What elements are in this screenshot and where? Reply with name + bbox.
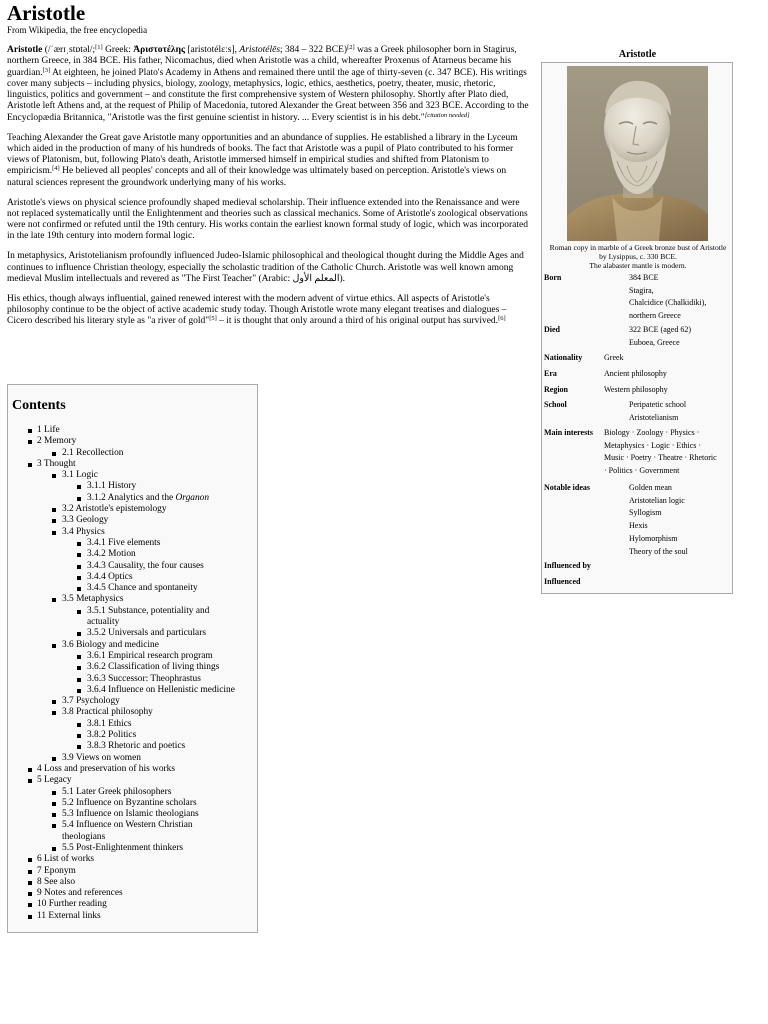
- citation-needed-link[interactable]: [citation needed]: [424, 111, 470, 119]
- bullet-icon: [28, 915, 32, 919]
- toc-item[interactable]: [8, 809, 257, 820]
- toc-item-label[interactable]: 3.1.2 Analytics and the Organon: [87, 492, 210, 503]
- idea-link[interactable]: Golden mean: [629, 483, 672, 492]
- toc-item-label[interactable]: 3 Thought: [37, 458, 76, 469]
- toc-item[interactable]: [8, 628, 257, 639]
- bullet-icon: [52, 711, 56, 715]
- toc-item[interactable]: [8, 549, 257, 560]
- toc-item[interactable]: [8, 696, 257, 707]
- paragraph: Aristotle's views on physical science profoundly shaped medieval scholarship. Their influence extended into the Renaissance and were not replaced systematically until the Enlightenment and theories such as classical mechanics. Some of Aristotle's zoological observations were not confirmed or refuted until the 19th century. His works contain the earliest known formal study of logic, which was incorporated in the late 19th century into modern formal logic.: [7, 197, 528, 242]
- ref-link[interactable]: [1]: [95, 44, 103, 51]
- paragraph: His ethics, though always influential, gained renewed interest with the modern advent of virtue ethics. All aspects of Aristotle's philosophy continue to be the object of active academic study today. Though Aristotle wrote many elegant treatises and dialogues – Cicero described his literary style as "a river of gold"[5] – it is thought that only around a third of his original output has survived.[6]: [7, 293, 507, 327]
- paragraph: Teaching Alexander the Great gave Aristotle many opportunities and an abundance of supplies. He established a library in the Lyceum which aided in the production of many of his hundreds of books. The fact that Aristotle was a pupil of Plato contributed to his former views of Platonism, but, following Plato's death, Aristotle immersed himself in empirical studies and shifted from Platonism to empiricism.[4] He believed all peoples' concepts and all of their knowledge was ultimately based on perception. Aristotle's views on natural sciences represent the groundwork underlying many of his works.: [7, 132, 518, 188]
- born-place-link[interactable]: Stagira,: [629, 285, 654, 295]
- toc-item-label[interactable]: 3.4 Physics: [62, 526, 105, 537]
- idea-link[interactable]: Hylomorphism: [629, 533, 678, 543]
- toc-item[interactable]: [8, 764, 257, 775]
- interest-links[interactable]: Music · Poetry · Theatre · Rhetoric: [604, 453, 717, 463]
- toc-item[interactable]: [8, 775, 257, 786]
- toc-item-label[interactable]: 3.4.2 Motion: [87, 549, 136, 560]
- toc-item-label[interactable]: 2 Memory: [37, 436, 77, 447]
- bullet-icon: [77, 689, 81, 693]
- born-label: Born: [544, 273, 562, 282]
- era-label: Era: [544, 369, 557, 378]
- toc-item-label[interactable]: 3.8 Practical philosophy: [62, 707, 153, 718]
- toc-item[interactable]: [8, 572, 257, 583]
- toc-item-label[interactable]: 3.8.2 Politics: [87, 730, 137, 741]
- toc-item[interactable]: [8, 583, 257, 594]
- bullet-icon: [52, 508, 56, 512]
- toc-item-label[interactable]: 3.4.3 Causality, the four causes: [87, 560, 204, 571]
- bullet-icon: [77, 655, 81, 659]
- bullet-icon: [77, 678, 81, 682]
- bullet-icon: [52, 474, 56, 478]
- nationality-label: Nationality: [544, 353, 583, 362]
- bullet-icon: [52, 791, 56, 795]
- main-interests-value: [604, 427, 717, 478]
- bullet-icon: [77, 723, 81, 727]
- bullet-icon: [28, 881, 32, 885]
- infobox: [541, 62, 733, 594]
- idea-link[interactable]: Theory of the soul: [629, 546, 688, 556]
- toc-item[interactable]: [8, 685, 257, 696]
- bullet-icon: [77, 632, 81, 636]
- born-value: 384 BCE Stagira, Chalcidice (Chalkidiki), northern Greece: [629, 273, 707, 321]
- page-title: Aristotle: [7, 1, 86, 25]
- toc-item-label[interactable]: 5.2 Influence on Byzantine scholars: [62, 797, 197, 808]
- toc-item-label[interactable]: 3.7 Psychology: [62, 696, 120, 707]
- toc-item-label[interactable]: 5.1 Later Greek philosophers: [62, 786, 172, 797]
- era-value[interactable]: Ancient philosophy: [604, 369, 667, 378]
- ref-link[interactable]: [5]: [209, 315, 217, 323]
- infobox-caption: Aristotle: [618, 49, 657, 60]
- toc-item[interactable]: [8, 481, 257, 492]
- toc-item[interactable]: [8, 843, 257, 854]
- nationality-value: Greek: [604, 353, 624, 362]
- toc-item[interactable]: [8, 538, 257, 549]
- toc-item-label[interactable]: 3.6 Biology and medicine: [62, 639, 159, 650]
- toc-item-label[interactable]: 5.5 Post-Enlightenment thinkers: [62, 842, 184, 853]
- bullet-icon: [28, 768, 32, 772]
- toc-item-label[interactable]: 6 List of works: [37, 854, 95, 865]
- bullet-icon: [77, 576, 81, 580]
- toc-item-label[interactable]: 3.6.4 Influence on Hellenistic medicine: [87, 684, 235, 695]
- bullet-icon: [77, 745, 81, 749]
- main-interests-label: Main interests: [544, 428, 593, 437]
- toc-item-label[interactable]: 3.8.1 Ethics: [87, 718, 132, 729]
- bullet-icon: [52, 519, 56, 523]
- bullet-icon: [77, 610, 81, 614]
- ref-link[interactable]: [6]: [498, 315, 506, 323]
- bullet-icon: [28, 440, 32, 444]
- toc-item[interactable]: [8, 911, 257, 922]
- toc-item-label[interactable]: 3.6.1 Empirical research program: [87, 650, 213, 661]
- toc-item[interactable]: [8, 707, 257, 718]
- bullet-icon: [77, 734, 81, 738]
- toc-item[interactable]: [8, 719, 257, 730]
- toc-item-label[interactable]: 5.3 Influence on Islamic theologians: [62, 809, 199, 820]
- bullet-icon: [77, 553, 81, 557]
- toc-item[interactable]: [8, 515, 257, 526]
- toc-item-label[interactable]: 3.3 Geology: [62, 515, 109, 526]
- toc-item[interactable]: [8, 787, 257, 798]
- toc-item[interactable]: [8, 504, 257, 515]
- bullet-icon: [77, 666, 81, 670]
- toc-item[interactable]: [8, 436, 257, 447]
- influenced-toggle[interactable]: Influenced: [544, 577, 581, 586]
- bullet-icon: [28, 858, 32, 862]
- aristotle-bust-image[interactable]: [567, 66, 708, 241]
- bullet-icon: [77, 587, 81, 591]
- ref-link[interactable]: [2]: [347, 44, 355, 51]
- bullet-icon: [52, 452, 56, 456]
- toc-item[interactable]: [8, 606, 257, 629]
- idea-link[interactable]: Hexis: [629, 521, 648, 531]
- toc-item-label[interactable]: 3.1 Logic: [62, 470, 98, 481]
- toc-item-label[interactable]: 3.5 Metaphysics: [62, 594, 124, 605]
- bullet-icon: [52, 644, 56, 648]
- paragraph: In metaphysics, Aristotelianism profoundly influenced Judeo-Islamic philosophical and theological thought during the Middle Ages and continues to influence Christian theology, especially the scholastic tradition of the Catholic Church. Aristotle was well known among medieval Muslim intellectuals and revered as "The First Teacher" (Arabic: المعلم الأول).: [7, 251, 524, 284]
- toc-item-label[interactable]: 3.4.5 Chance and spontaneity: [87, 583, 198, 594]
- bullet-icon: [52, 598, 56, 602]
- toc-item-label[interactable]: 3.9 Views on women: [62, 752, 141, 763]
- toc-item-label[interactable]: 3.6.3 Successor: Theophrastus: [87, 673, 201, 684]
- toc-item[interactable]: [8, 820, 257, 843]
- greek-name: Ἀριστοτέλης: [133, 45, 185, 55]
- region-value[interactable]: Western philosophy: [604, 385, 668, 394]
- toc-item-label[interactable]: 3.8.3 Rhetoric and poetics: [87, 741, 186, 752]
- article-body: [7, 45, 529, 336]
- bullet-icon: [77, 485, 81, 489]
- bullet-icon: [77, 565, 81, 569]
- toc-item-label[interactable]: 3.1.1 History: [87, 481, 137, 492]
- article-subject: Aristotle: [7, 45, 43, 55]
- bullet-icon: [52, 802, 56, 806]
- toc-item[interactable]: [8, 877, 257, 888]
- toc-item[interactable]: [8, 493, 257, 504]
- toc-item-label[interactable]: 8 See also: [37, 876, 76, 887]
- toc-item[interactable]: [8, 640, 257, 651]
- toc-item[interactable]: [8, 741, 257, 752]
- toc-item-label-continued[interactable]: theologians: [62, 831, 106, 842]
- toc-item-label[interactable]: 7 Eponym: [37, 865, 76, 876]
- region-label: Region: [544, 385, 568, 394]
- toc-item[interactable]: [8, 459, 257, 470]
- bullet-icon: [28, 779, 32, 783]
- toc-item[interactable]: [8, 662, 257, 673]
- idea-link[interactable]: Syllogism: [629, 508, 662, 518]
- bullet-icon: [52, 847, 56, 851]
- toc-item[interactable]: [8, 798, 257, 809]
- toc-item[interactable]: [8, 866, 257, 877]
- toc-item-label[interactable]: 3.2 Aristotle's epistemology: [62, 504, 167, 515]
- toc-item[interactable]: [8, 854, 257, 865]
- toc-item-label[interactable]: 3.4.4 Optics: [87, 571, 133, 582]
- toc-item[interactable]: [8, 888, 257, 899]
- toc-item-label-continued[interactable]: actuality: [87, 617, 120, 628]
- toc-item[interactable]: [8, 527, 257, 538]
- toc-item[interactable]: [8, 753, 257, 764]
- toc-item-label[interactable]: 3.5.2 Universals and particulars: [87, 628, 206, 639]
- bullet-icon: [28, 903, 32, 907]
- bullet-icon: [52, 813, 56, 817]
- bullet-icon: [77, 542, 81, 546]
- toc-item-label[interactable]: 4 Loss and preservation of his works: [37, 763, 175, 774]
- ref-link[interactable]: [4]: [52, 165, 60, 173]
- school-value: [629, 399, 686, 424]
- bullet-icon: [77, 497, 81, 501]
- influenced-by-toggle[interactable]: Influenced by: [544, 561, 591, 570]
- toc-title: Contents: [12, 398, 66, 413]
- toc-item[interactable]: [8, 730, 257, 741]
- toc-item[interactable]: [8, 448, 257, 459]
- table-of-contents: [7, 384, 258, 933]
- interest-links[interactable]: · Politics · Government: [604, 466, 680, 476]
- toc-item-label[interactable]: 2.1 Recollection: [62, 447, 124, 458]
- toc-list: [8, 425, 257, 922]
- page-subtitle: From Wikipedia, the free encyclopedia: [7, 25, 148, 35]
- bullet-icon: [28, 870, 32, 874]
- toc-item-label[interactable]: 10 Further reading: [37, 899, 107, 910]
- toc-item[interactable]: [8, 470, 257, 481]
- died-label: Died: [544, 325, 560, 334]
- died-place-link[interactable]: Euboea, Greece: [629, 337, 680, 347]
- image-caption: Roman copy in marble of a Greek bronze bust of Aristotle by Lysippus, c. 330 BCE. The alabaster mantle is modern.: [549, 243, 727, 270]
- toc-item[interactable]: [8, 651, 257, 662]
- idea-link[interactable]: Aristotelian logic: [629, 495, 685, 505]
- toc-item[interactable]: [8, 425, 257, 436]
- toc-item[interactable]: [8, 674, 257, 685]
- toc-item[interactable]: [8, 899, 257, 910]
- bullet-icon: [52, 531, 56, 535]
- born-region-link[interactable]: Chalcidice (Chalkidiki),: [629, 298, 707, 308]
- toc-item-label[interactable]: 3.4.1 Five elements: [87, 537, 161, 548]
- pronunciation: (/ˈærɪˌstɒtəl/;: [42, 45, 96, 55]
- bullet-icon: [28, 463, 32, 467]
- notable-ideas-label: Notable ideas: [544, 483, 590, 492]
- toc-item-label[interactable]: 9 Notes and references: [37, 888, 123, 899]
- toc-item-label[interactable]: 5 Legacy: [37, 775, 72, 786]
- bullet-icon: [28, 892, 32, 896]
- died-value: 322 BCE (aged 62) Euboea, Greece: [629, 324, 691, 349]
- toc-item[interactable]: [8, 561, 257, 572]
- school-link[interactable]: Peripatetic school: [629, 400, 687, 409]
- toc-item-label[interactable]: 5.4 Influence on Western Christian: [62, 820, 193, 831]
- ref-link[interactable]: [3]: [42, 66, 51, 74]
- notable-ideas-value: [629, 482, 688, 558]
- toc-item-label[interactable]: 11 External links: [37, 910, 101, 921]
- bullet-icon: [52, 757, 56, 761]
- intro-paragraph: Aristotle (/ˈærɪˌstɒtəl/;[1] Greek: Ἀριστοτέλης [aristotélɛːs], Aristotélēs; 384 – 322 BCE)[2] was a Greek philosopher born in Stagirus, northern Greece, in 384 BCE. His father, Nicomachus, died when Aristotle was a child, whereafter Proxenus of Atarneus became his guardian.[3] At eighteen, he joined Plato's Academy in Athens and remained there until the age of thirty-seven (c. 347 BCE). His writings cover many subjects – including physics, biology, zoology, metaphysics, logic, ethics, aesthetics, poetry, theater, music, rhetoric, linguistics, politics and government – and constitute the first comprehensive system of Western philosophy. Shortly after Plato died, Aristotle left Athens and, at the request of Philip of Macedonia, tutored Alexander the Great between 356 and 323 BCE. According to the Encyclopædia Britannica, "Aristotle was the first genuine scientist in history. ... Every scientist is in his debt."[citation needed]: [7, 44, 529, 123]
- school-link[interactable]: Aristotelianism: [629, 412, 679, 422]
- toc-item-label[interactable]: 3.6.2 Classification of living things: [87, 662, 220, 673]
- bullet-icon: [52, 700, 56, 704]
- toc-item-label[interactable]: 1 Life: [37, 425, 60, 435]
- interest-links[interactable]: Metaphysics · Logic · Ethics ·: [604, 440, 702, 450]
- bullet-icon: [52, 824, 56, 828]
- toc-item-label[interactable]: 3.5.1 Substance, potentiality and: [87, 605, 210, 616]
- interest-links[interactable]: Biology · Zoology · Physics ·: [604, 428, 700, 437]
- toc-item[interactable]: [8, 594, 257, 605]
- school-label: School: [544, 400, 567, 409]
- bullet-icon: [28, 429, 32, 433]
